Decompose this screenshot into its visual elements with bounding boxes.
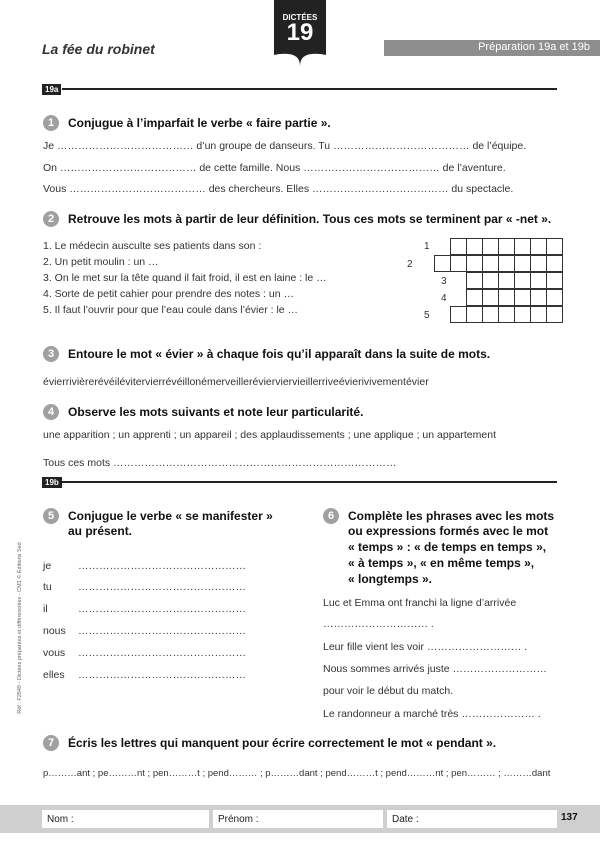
- definition-item: 4. Sorte de petit cahier pour prendre des notes : un …: [43, 288, 294, 300]
- crossword-cell[interactable]: [450, 238, 467, 255]
- exercise-3-instruction: Entoure le mot « évier » à chaque fois qu’il apparaît dans la suite de mots.: [68, 347, 491, 361]
- crossword-cell[interactable]: [530, 272, 547, 289]
- exercise-5-instruction: Conjugue le verbe « se manifester »: [68, 509, 273, 523]
- sentence-line: Leur fille vient les voir ……………………… .: [323, 641, 528, 653]
- crossword-cell[interactable]: [498, 289, 515, 306]
- crossword-cell[interactable]: [546, 306, 563, 323]
- crossword-cell[interactable]: [514, 306, 531, 323]
- exercise-6-instruction: « à temps », « en même temps »,: [348, 556, 535, 570]
- section-tag-19b: 19b: [42, 477, 62, 488]
- sentence-line: Luc et Emma ont franchi la ligne d’arrivée: [323, 597, 517, 609]
- definition-item: 5. Il faut l’ouvrir pour que l’eau coule dans l’évier : le …: [43, 304, 299, 316]
- conjugation-line: …………………………………………: [78, 581, 246, 593]
- crossword-cell[interactable]: [482, 255, 499, 272]
- conjugation-line: …………………………………………: [78, 603, 246, 615]
- pronoun: nous: [43, 625, 66, 637]
- preparation-label: Préparation 19a et 19b: [478, 41, 590, 53]
- exercise-number-5: 5: [43, 508, 59, 524]
- exercise-number-3: 3: [43, 346, 59, 362]
- grid-number: 1: [424, 241, 430, 252]
- badge-number: 19: [286, 19, 314, 46]
- crossword-cell[interactable]: [546, 272, 563, 289]
- crossword-cell[interactable]: [450, 255, 467, 272]
- exercise-6-instruction: « longtemps ».: [348, 572, 433, 586]
- exercise-number-1: 1: [43, 115, 59, 131]
- section-rule-19b: [62, 481, 557, 483]
- pronoun: je: [43, 560, 52, 572]
- pronoun: elles: [43, 669, 65, 681]
- crossword-cell[interactable]: [498, 255, 515, 272]
- exercise-2-instruction: Retrouve les mots à partir de leur définition. Tous ces mots se terminent par « -net ».: [68, 212, 552, 226]
- definition-item: 2. Un petit moulin : un …: [43, 256, 159, 268]
- crossword-cell[interactable]: [498, 272, 515, 289]
- definition-item: 1. Le médecin ausculte ses patients dans son :: [43, 240, 262, 252]
- crossword-cell[interactable]: [482, 306, 499, 323]
- letter-sequence: évierrivièrerévéilévitervierrévéillonémerveillerévierviervieillerriveévierivivementévier: [43, 376, 429, 388]
- exercise-1-line: On ………………………………… de cette famille. Nous ………………………………… de l’aventure.: [43, 162, 506, 174]
- exercise-number-2: 2: [43, 211, 59, 227]
- crossword-cell[interactable]: [482, 238, 499, 255]
- crossword-cell[interactable]: [482, 272, 499, 289]
- crossword-cell[interactable]: [466, 306, 483, 323]
- exercise-6-instruction: ou expressions formés avec le mot: [348, 524, 549, 538]
- pendant-items: p………ant ; pe………nt ; pen………t ; pend……… ; p………dant ; pend………t ; pend………nt ; pen……… ; ………dant: [43, 768, 551, 779]
- word-list: une apparition ; un apprenti ; un appareil ; des applaudissements ; une applique ; un appartement: [43, 429, 496, 441]
- sentence-line: Nous sommes arrivés juste ………………………: [323, 663, 548, 675]
- pronoun: vous: [43, 647, 66, 659]
- exercise-1-line: Vous ………………………………… des chercheurs. Elles ………………………………… du spectacle.: [43, 183, 514, 195]
- dictees-badge: [270, 0, 330, 72]
- exercise-number-6: 6: [323, 508, 339, 524]
- exercise-5-instruction: au présent.: [68, 524, 133, 538]
- first-name-field[interactable]: Prénom :: [213, 810, 383, 828]
- crossword-cell[interactable]: [530, 289, 547, 306]
- exercise-number-4: 4: [43, 404, 59, 420]
- grid-number: 5: [424, 310, 430, 321]
- crossword-cell[interactable]: [546, 289, 563, 306]
- crossword-cell[interactable]: [482, 289, 499, 306]
- name-field[interactable]: Nom :: [42, 810, 209, 828]
- badge-label: DICTÉES: [282, 13, 318, 22]
- exercise-6-instruction: Complète les phrases avec les mots: [348, 509, 555, 523]
- conjugation-line: …………………………………………: [78, 560, 246, 572]
- definition-item: 3. On le met sur la tête quand il fait froid, il est en laine : le …: [43, 272, 327, 284]
- exercise-1-line: Je ………………………………… d’un groupe de danseurs. Tu ………………………………… de l’équipe.: [43, 140, 527, 152]
- exercise-4-instruction: Observe les mots suivants et note leur particularité.: [68, 405, 364, 419]
- crossword-cell[interactable]: [466, 272, 483, 289]
- crossword-cell[interactable]: [434, 255, 451, 272]
- exercise-6-instruction: « temps » : « de temps en temps »,: [348, 540, 547, 554]
- conjugation-line: …………………………………………: [78, 625, 246, 637]
- crossword-cell[interactable]: [466, 238, 483, 255]
- date-field[interactable]: Date :: [387, 810, 557, 828]
- exercise-4-answer-line: Tous ces mots ………………………………………………………………………: [43, 457, 397, 469]
- side-credit: Réf : F2849 - Dictées préparées et différenciées - CM1 © Éditions Sed: [17, 542, 23, 714]
- crossword-cell[interactable]: [498, 238, 515, 255]
- conjugation-line: …………………………………………: [78, 669, 246, 681]
- exercise-7-instruction: Écris les lettres qui manquent pour écrire correctement le mot « pendant ».: [68, 736, 497, 750]
- crossword-grid: [400, 238, 560, 328]
- crossword-cell[interactable]: [466, 255, 483, 272]
- crossword-cell[interactable]: [514, 238, 531, 255]
- sentence-line: Le randonneur a marché très ………………… .: [323, 708, 541, 720]
- section-tag-19a: 19a: [42, 84, 61, 95]
- pronoun: il: [43, 603, 48, 615]
- sentence-line: ………………………… .: [323, 618, 434, 630]
- crossword-cell[interactable]: [450, 306, 467, 323]
- crossword-cell[interactable]: [530, 238, 547, 255]
- grid-number: 3: [441, 276, 447, 287]
- crossword-cell[interactable]: [498, 306, 515, 323]
- crossword-cell[interactable]: [546, 255, 563, 272]
- page-title: La fée du robinet: [42, 41, 155, 57]
- crossword-cell[interactable]: [530, 255, 547, 272]
- exercise-1-instruction: Conjugue à l’imparfait le verbe « faire partie ».: [68, 116, 331, 130]
- pronoun: tu: [43, 581, 52, 593]
- conjugation-line: …………………………………………: [78, 647, 246, 659]
- grid-number: 2: [407, 259, 413, 270]
- crossword-cell[interactable]: [514, 289, 531, 306]
- crossword-cell[interactable]: [466, 289, 483, 306]
- crossword-cell[interactable]: [546, 238, 563, 255]
- crossword-cell[interactable]: [530, 306, 547, 323]
- crossword-cell[interactable]: [514, 272, 531, 289]
- sentence-line: pour voir le début du match.: [323, 685, 454, 697]
- exercise-number-7: 7: [43, 735, 59, 751]
- grid-number: 4: [441, 293, 447, 304]
- section-rule-19a: [62, 88, 557, 90]
- crossword-cell[interactable]: [514, 255, 531, 272]
- page-number: 137: [561, 812, 578, 823]
